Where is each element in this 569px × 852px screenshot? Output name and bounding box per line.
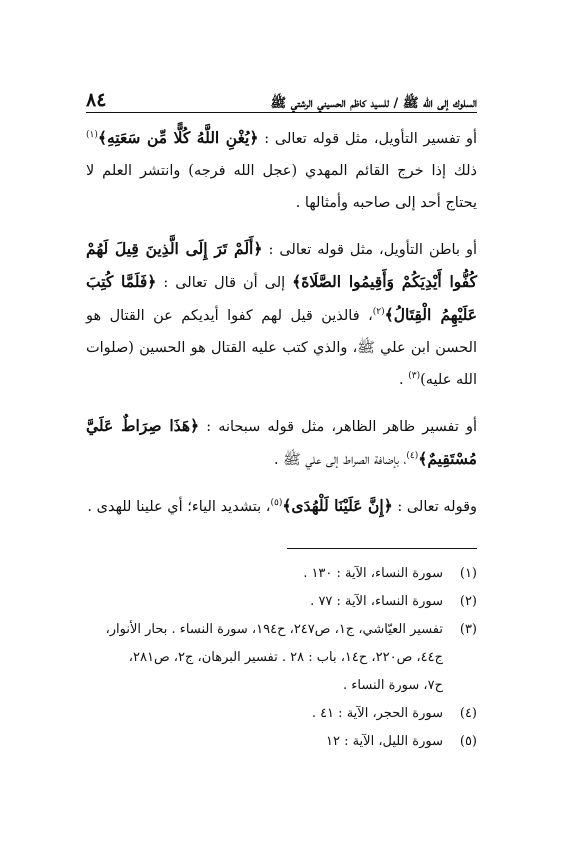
page-header xyxy=(86,86,477,113)
footnote-separator xyxy=(287,548,477,549)
quran-verse: ﴿فَلَمَّا كُتِبَ عَلَيْهِمُ الْقِتَالُ﴾ xyxy=(86,272,477,324)
footnote xyxy=(86,700,477,728)
footnote-text xyxy=(86,616,443,700)
paragraph-text: ، فالذين قيل لهم كفوا أيديكم عن القتال هو الحسن ابن علي ﷺ، والذي كتب عليه القتال هو الحسين (صلوات الله عليه) xyxy=(86,308,477,388)
paragraph-text: أو تفسير ظاهر الظاهر، مثل قوله سبحانه : xyxy=(199,419,477,435)
footnote xyxy=(86,616,477,700)
quran-verse: ﴿هَذَا صِرَاطٌ عَلَيَّ مُسْتَقِيمٌ﴾ xyxy=(86,416,477,468)
footnote-number: (٢) xyxy=(459,594,477,609)
footnote xyxy=(86,588,477,616)
paragraph-text: ، بإضافة الصراط إلى علي ﷺ . xyxy=(273,452,407,468)
footnote-line: ج٤٤، ص٢٢٠، ح١٤، باب : ٢٨ . تفسير البرهان، ج٢، ص٢٨١، xyxy=(128,650,443,665)
footnote-text xyxy=(86,560,443,588)
quran-verse: ﴿أَلَمْ تَرَ إِلَى الَّذِينَ قِيلَ لَهُمْ كُفُّوا أَيْدِيَكُمْ وَأَقِيمُوا الصَّلَاةَ﴾ xyxy=(86,239,478,291)
footnote-line: ح٧، سورة النساء . xyxy=(343,678,443,693)
quran-verse: ﴿إِنَّ عَلَيْنَا لَلْهُدَى﴾ xyxy=(282,496,393,515)
footnote-line: تفسير العيّاشي، ج١، ص٢٤٧، ح١٩٤، سورة النساء . بحار الأنوار، xyxy=(105,622,443,637)
footnote-line: سورة النساء، الآية : ١٣٠ . xyxy=(303,566,443,581)
paragraph-text: ذلك إذا خرج القائم المهدي (عجل الله فرجه) وانتشر العلم لا يحتاج أحد إلى صاحبه وأمثالها . xyxy=(86,163,477,211)
paragraph-text: أو تفسير التأويل، مثل قوله تعالى : xyxy=(258,131,477,147)
paragraph-text: أو باطن التأويل، مثل قوله تعالى : xyxy=(262,242,478,258)
footnote-line: سورة الحجر، الآية : ٤١ . xyxy=(311,706,443,721)
footnote-line: سورة الليل، الآية : ١٢ xyxy=(325,734,443,749)
footnote-marker: (٤) xyxy=(406,451,419,462)
paragraph-text: إلى أن قال تعالى : xyxy=(156,275,293,291)
footnote-marker: (٥) xyxy=(270,498,283,509)
running-title: السلوك إلى الله ﷺ / للسيد كاظم الحسيني الرشتي ﷺ xyxy=(270,96,477,111)
footnote-marker: (٢) xyxy=(372,307,385,318)
footnote-marker: (١) xyxy=(86,130,98,141)
footnote-number: (٣) xyxy=(459,622,477,637)
footnote-text xyxy=(86,700,443,728)
paragraph-text: وقوله تعالى : xyxy=(392,499,477,515)
paragraph-text: ، بتشديد الياء؛ أي علينا للهدى . xyxy=(87,499,271,515)
footnote xyxy=(86,560,477,588)
footnote-line: سورة النساء، الآية : ٧٧ . xyxy=(310,594,443,609)
footnote xyxy=(86,728,477,756)
paragraph xyxy=(86,122,477,219)
paragraph-text: . xyxy=(399,372,409,388)
footnotes xyxy=(86,560,477,756)
paragraph xyxy=(86,490,477,523)
footnote-text xyxy=(86,728,443,756)
footnote-text xyxy=(86,588,443,616)
footnote-number: (٥) xyxy=(459,734,477,749)
quran-verse: ﴿يُغْنِ اللَّهُ كُلًّا مِّن سَعَتِهِ﴾ xyxy=(97,128,259,147)
footnote-number: (١) xyxy=(459,566,477,581)
paragraph xyxy=(86,233,477,396)
footnote-number: (٤) xyxy=(459,706,477,721)
page-number: ٨٤ xyxy=(86,89,107,111)
footnote-marker: (٣) xyxy=(408,371,421,382)
paragraph xyxy=(86,410,477,476)
main-text xyxy=(86,122,477,523)
